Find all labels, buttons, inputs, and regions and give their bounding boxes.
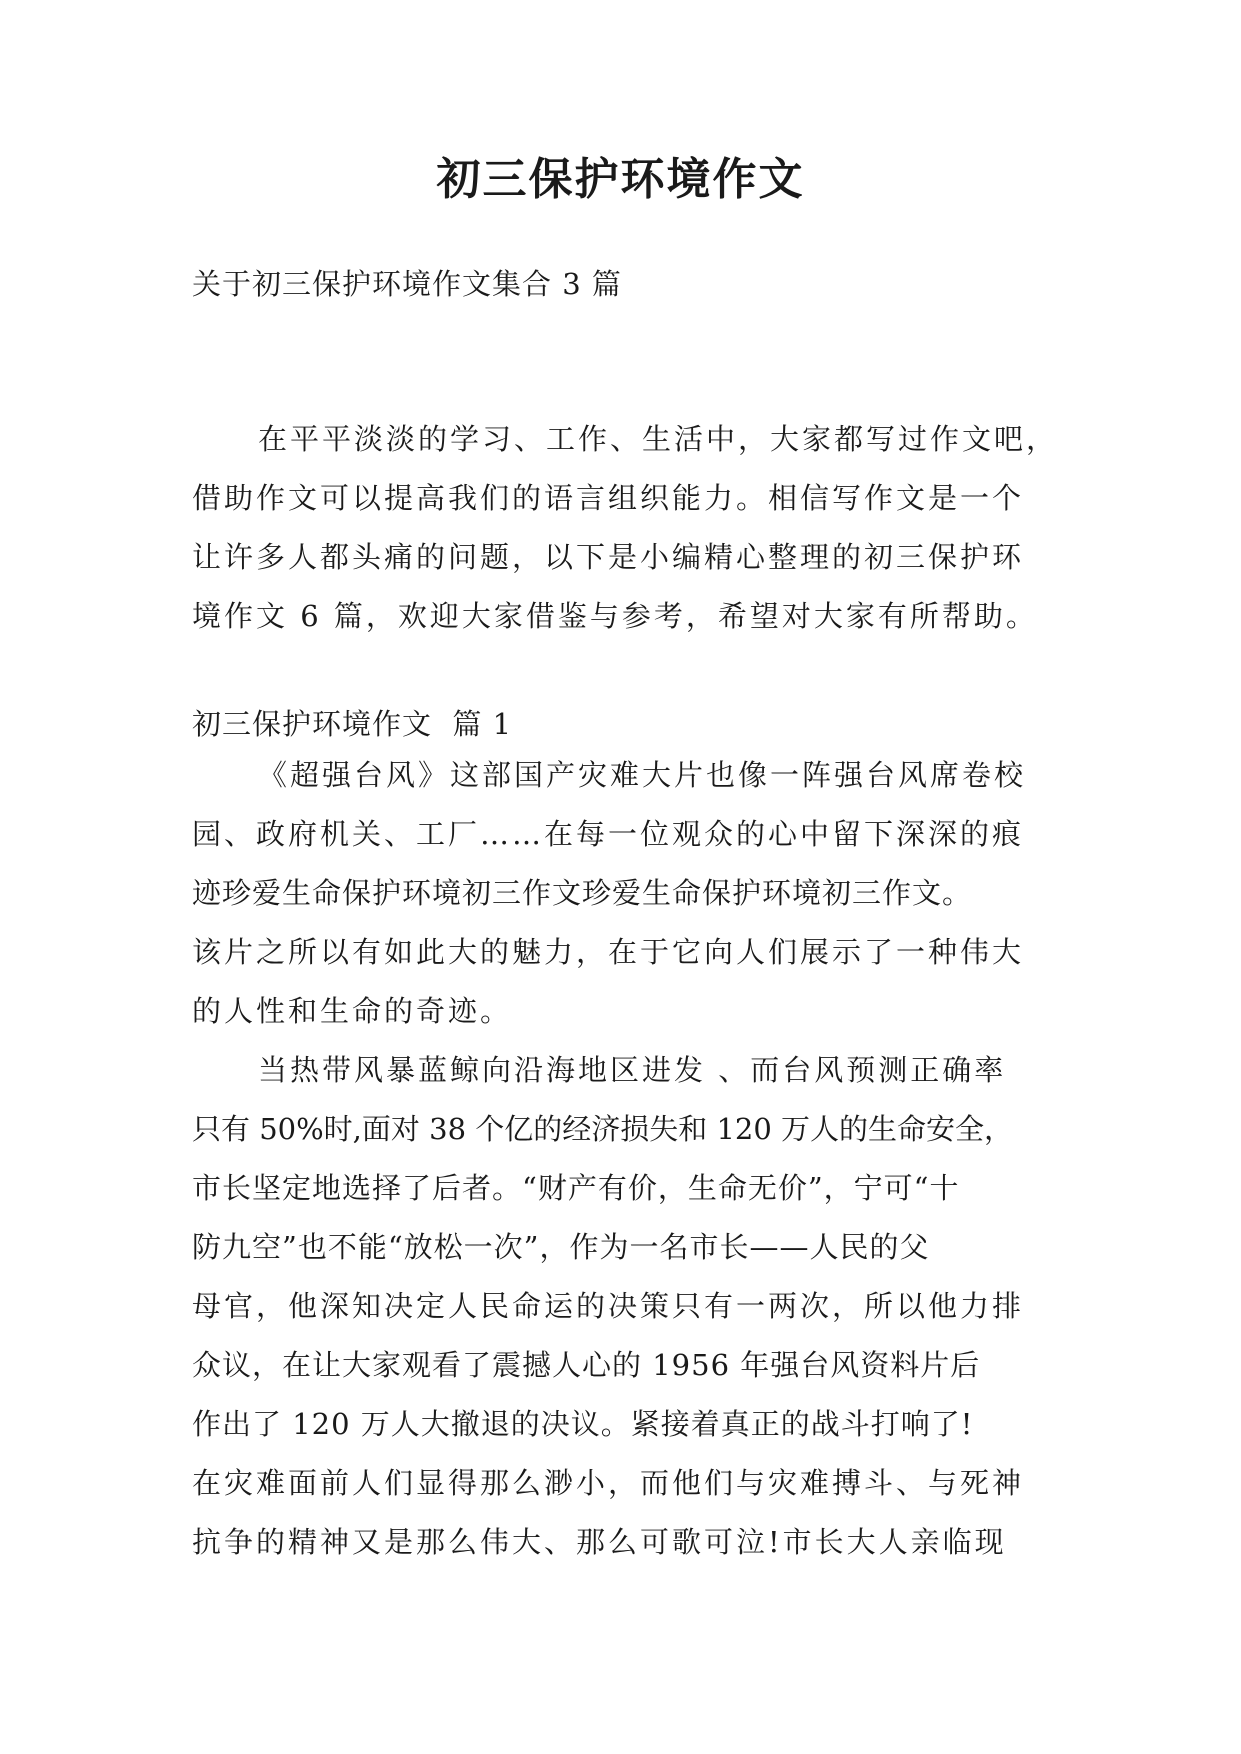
paragraph-1 bbox=[192, 746, 1062, 1041]
document-title: 初三保护环境作文 bbox=[436, 154, 805, 205]
intro-paragraph bbox=[192, 410, 1062, 646]
paragraph-line: 园、政府机关、工厂……在每一位观众的心中留下深深的痕 bbox=[192, 817, 1025, 851]
paragraph-line: 作出了 120 万人大撤退的决议。紧接着真正的战斗打响了! bbox=[192, 1407, 974, 1441]
paragraph-line: 迹珍爱生命保护环境初三作文珍爱生命保护环境初三作文。 bbox=[192, 876, 973, 910]
paragraph-line: 众议，在让大家观看了震撼人心的 1956 年强台风资料片后 bbox=[192, 1348, 981, 1382]
intro-line: 境作文 6 篇，欢迎大家借鉴与参考，希望对大家有所帮助。 bbox=[192, 599, 1038, 633]
paragraph-line: 该片之所以有如此大的魅力，在于它向人们展示了一种伟大 bbox=[192, 935, 1025, 969]
paragraph-line: 市长坚定地选择了后者。“财产有价，生命无价”，宁可“十 bbox=[192, 1171, 960, 1205]
intro-line: 借助作文可以提高我们的语言组织能力。相信写作文是一个 bbox=[192, 481, 1025, 515]
paragraph-line: 在灾难面前人们显得那么渺小，而他们与灾难搏斗、与死神 bbox=[192, 1466, 1025, 1500]
paragraph-line: 只有 50%时,面对 38 个亿的经济损失和 120 万人的生命安全， bbox=[192, 1112, 1014, 1146]
paragraph-line: 《超强台风》这部国产灾难大片也像一阵强台风席卷校 bbox=[258, 758, 1027, 792]
paragraph-line: 的人性和生命的奇迹。 bbox=[192, 994, 513, 1028]
document-subtitle: 关于初三保护环境作文集合 3 篇 bbox=[192, 267, 622, 301]
paragraph-line: 当热带风暴蓝鲸向沿海地区进发 、而台风预测正确率 bbox=[258, 1053, 1007, 1087]
intro-line: 在平平淡淡的学习、工作、生活中，大家都写过作文吧， bbox=[258, 422, 1059, 456]
section-heading: 初三保护环境作文 篇 1 bbox=[192, 707, 513, 741]
intro-line: 让许多人都头痛的问题，以下是小编精心整理的初三保护环 bbox=[192, 540, 1025, 574]
paragraph-2 bbox=[192, 1041, 1062, 1572]
paragraph-line: 抗争的精神又是那么伟大、那么可歌可泣!市长大人亲临现 bbox=[192, 1525, 1007, 1559]
paragraph-line: 防九空”也不能“放松一次”，作为一名市长——人民的父 bbox=[192, 1230, 930, 1264]
paragraph-line: 母官，他深知决定人民命运的决策只有一两次，所以他力排 bbox=[192, 1289, 1025, 1323]
